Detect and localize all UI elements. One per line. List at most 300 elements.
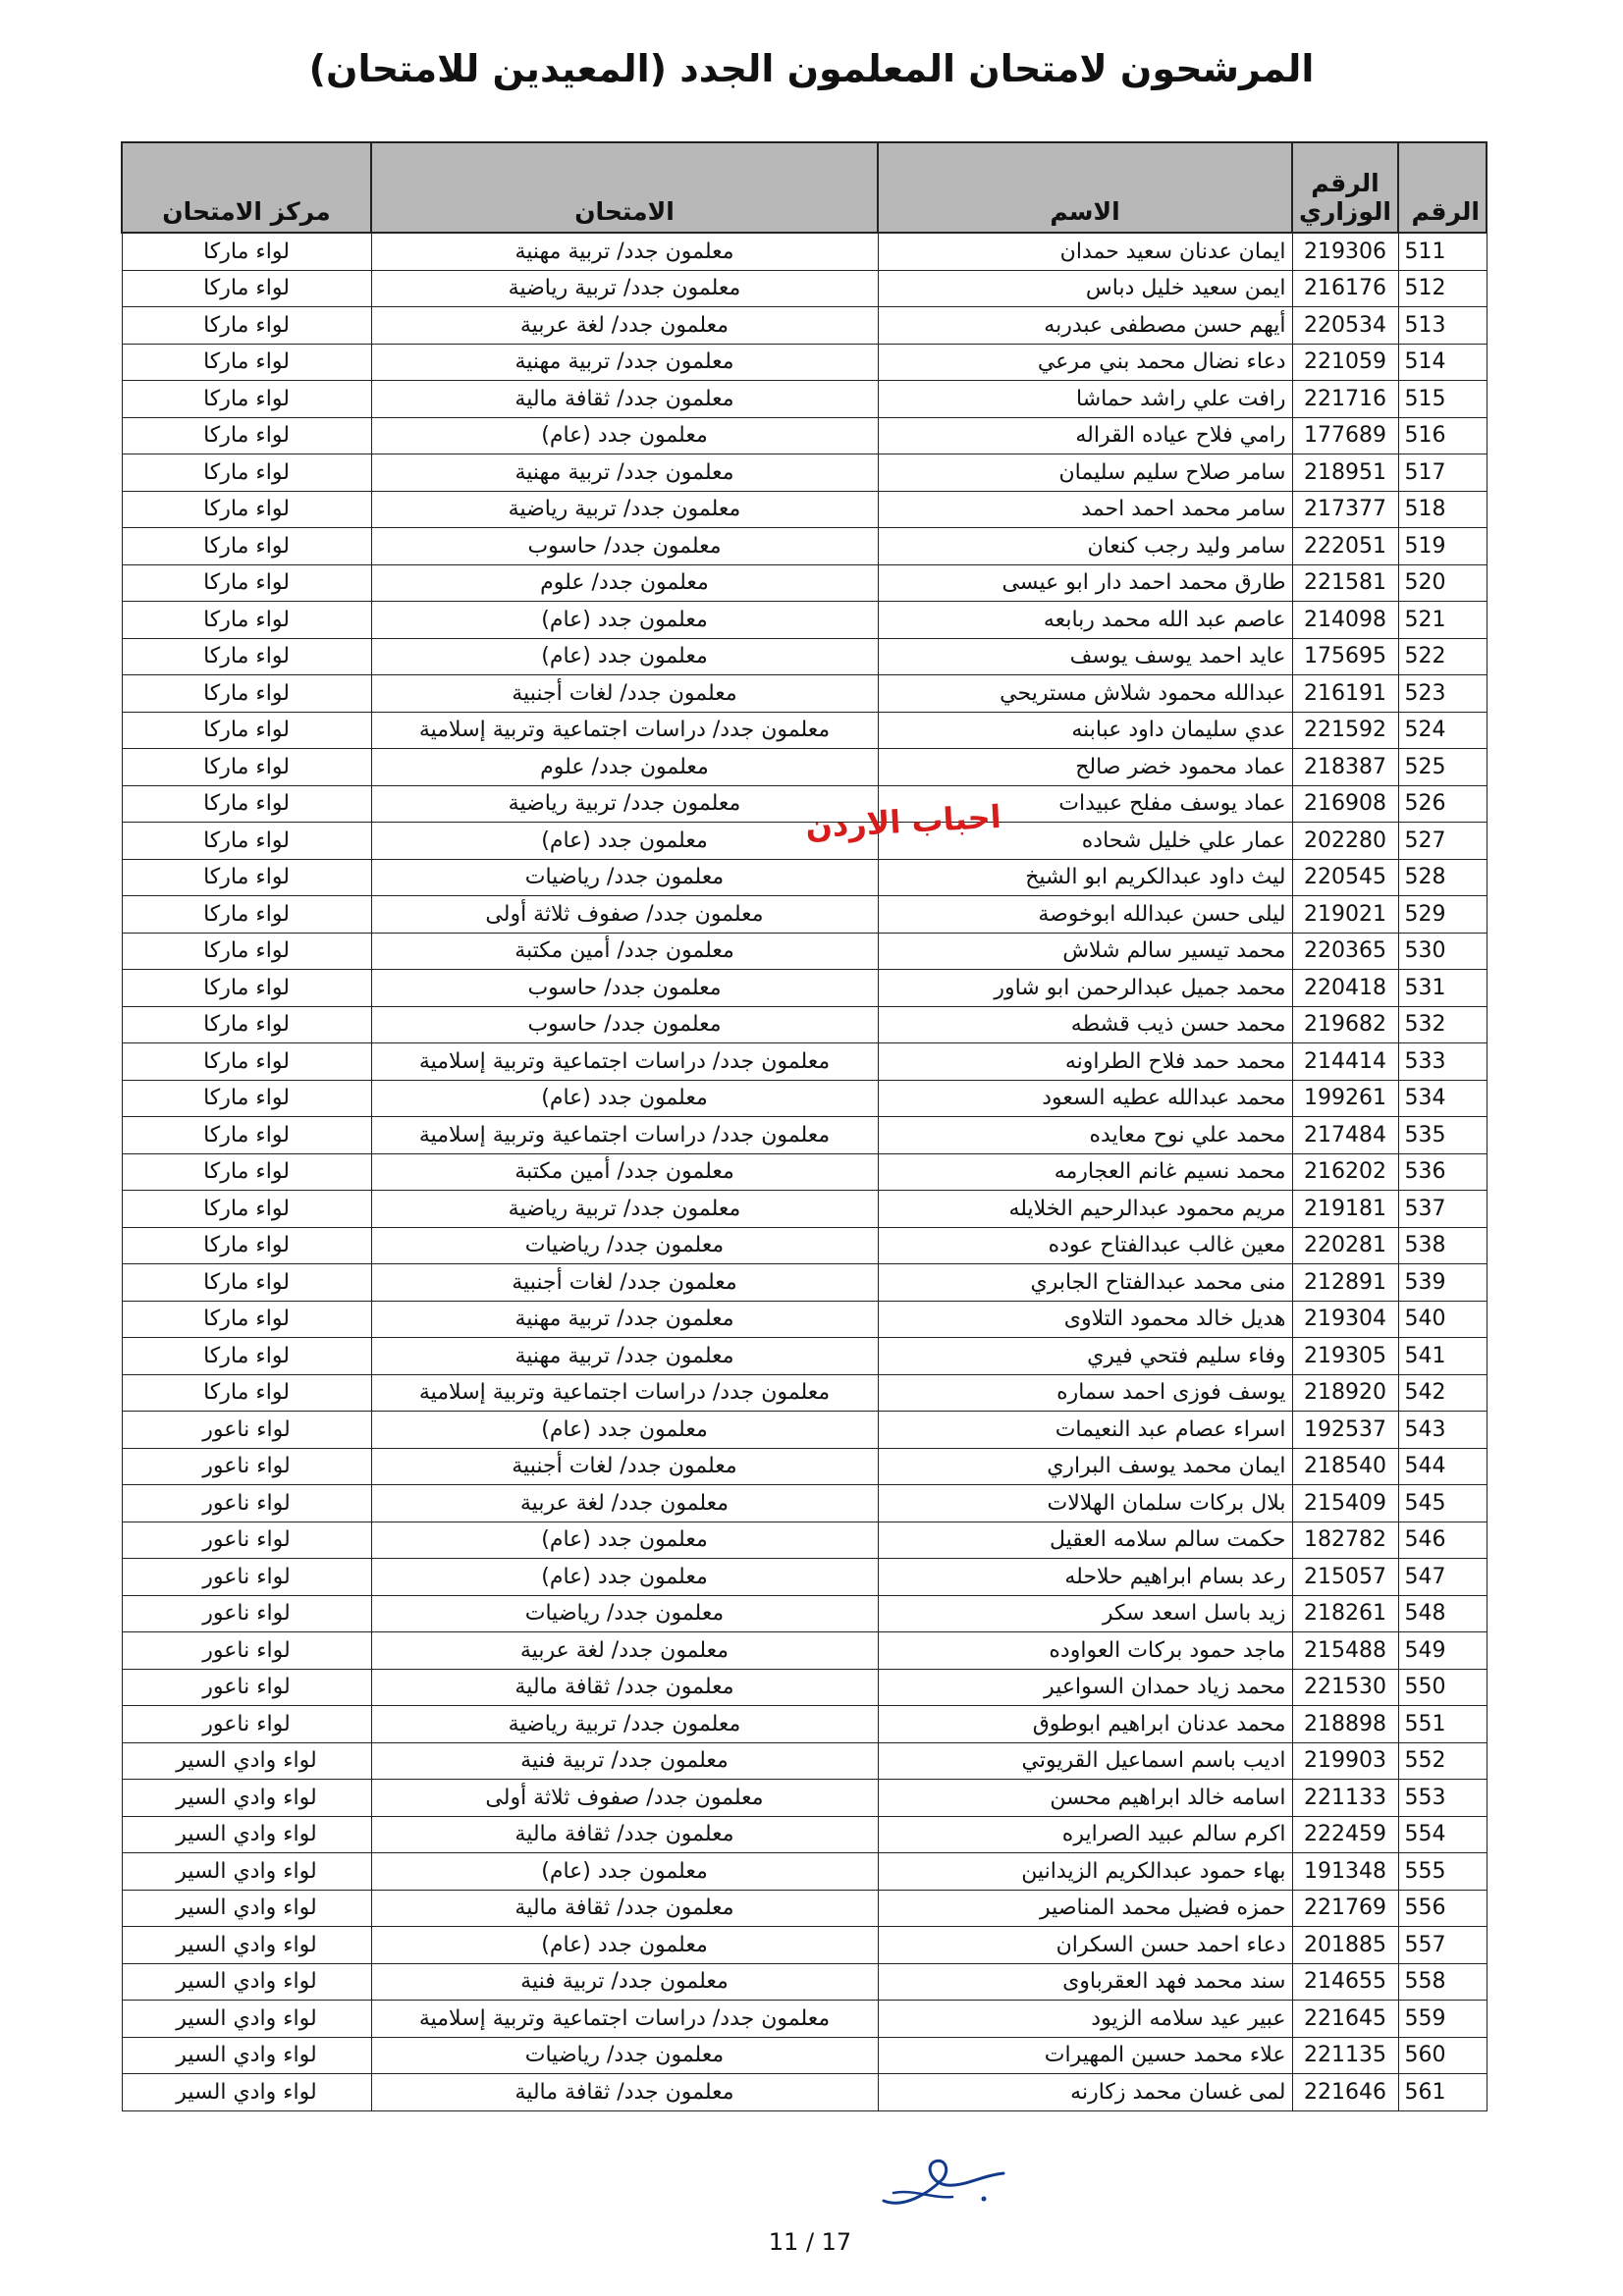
row-number: 548 [1398,1595,1487,1632]
exam-name: معلمون جدد/ تربية مهنية [371,344,878,381]
candidate-name: عماد محمود خضر صالح [878,749,1292,786]
candidate-name: محمد زياد حمدان السواعير [878,1669,1292,1706]
exam-center: لواء ماركا [122,1374,371,1412]
table-row [122,1853,1487,1891]
ministry-number: 202280 [1292,823,1398,860]
candidate-name: محمد حسن ذيب قشطه [878,1006,1292,1043]
row-number: 547 [1398,1559,1487,1596]
ministry-number: 222459 [1292,1816,1398,1853]
ministry-number: 177689 [1292,417,1398,454]
exam-center: لواء ناعور [122,1559,371,1596]
table-row [122,1963,1487,2001]
exam-center: لواء وادي السير [122,2074,371,2111]
row-number: 518 [1398,491,1487,528]
candidate-name: محمد عبدالله عطيه السعود [878,1080,1292,1117]
exam-center: لواء ماركا [122,491,371,528]
exam-name: معلمون جدد/ رياضيات [371,1595,878,1632]
exam-name: معلمون جدد/ حاسوب [371,970,878,1007]
exam-center: لواء ناعور [122,1706,371,1743]
table-row [122,2001,1487,2038]
exam-name: معلمون جدد (عام) [371,1080,878,1117]
candidate-name: دعاء احمد حسن السكران [878,1927,1292,1964]
ministry-number: 192537 [1292,1412,1398,1449]
row-number: 555 [1398,1853,1487,1891]
candidate-name: بلال بركات سلمان الهلالات [878,1485,1292,1522]
row-number: 522 [1398,638,1487,675]
exam-center: لواء ماركا [122,602,371,639]
table-row [122,1742,1487,1780]
ministry-number: 221646 [1292,2074,1398,2111]
ministry-number: 221581 [1292,564,1398,602]
exam-name: معلمون جدد (عام) [371,1853,878,1891]
row-number: 524 [1398,712,1487,749]
exam-center: لواء وادي السير [122,1927,371,1964]
candidate-name: ايمن سعيد خليل دباس [878,270,1292,307]
exam-center: لواء ماركا [122,1080,371,1117]
ministry-number: 220281 [1292,1227,1398,1264]
candidate-name: سامر صلاح سليم سليمان [878,454,1292,492]
ministry-number: 219181 [1292,1191,1398,1228]
exam-name: معلمون جدد/ لغة عربية [371,307,878,345]
row-number: 535 [1398,1117,1487,1154]
candidate-name: عبدالله محمود شلاش مستريحي [878,675,1292,713]
row-number: 545 [1398,1485,1487,1522]
row-number: 553 [1398,1780,1487,1817]
ministry-number: 222051 [1292,528,1398,565]
exam-center: لواء وادي السير [122,1890,371,1927]
ministry-number: 218898 [1292,1706,1398,1743]
exam-center: لواء ماركا [122,1338,371,1375]
row-number: 513 [1398,307,1487,345]
exam-name: معلمون جدد (عام) [371,1927,878,1964]
row-number: 514 [1398,344,1487,381]
exam-name: معلمون جدد/ دراسات اجتماعية وتربية إسلامية [371,1043,878,1081]
exam-center: لواء ماركا [122,1191,371,1228]
header-name: الاسم [878,142,1292,233]
table-row [122,1227,1487,1264]
table-body [122,233,1487,2110]
ministry-number: 201885 [1292,1927,1398,1964]
candidate-name: محمد جميل عبدالرحمن ابو شاور [878,970,1292,1007]
candidate-name: محمد نسيم غانم العجارمه [878,1153,1292,1191]
ministry-number: 212891 [1292,1264,1398,1302]
exam-name: معلمون جدد/ دراسات اجتماعية وتربية إسلامية [371,1117,878,1154]
table-row [122,1374,1487,1412]
table-row [122,1191,1487,1228]
candidates-table [121,141,1488,2111]
row-number: 546 [1398,1522,1487,1559]
candidate-name: اسامه خالد ابراهيم محسن [878,1780,1292,1817]
exam-center: لواء ماركا [122,564,371,602]
table-row [122,417,1487,454]
ministry-number: 218261 [1292,1595,1398,1632]
table-row [122,344,1487,381]
candidate-name: لمى غسان محمد زكارنه [878,2074,1292,2111]
exam-center: لواء ماركا [122,1301,371,1338]
table-row [122,1080,1487,1117]
exam-center: لواء وادي السير [122,1742,371,1780]
exam-center: لواء ناعور [122,1522,371,1559]
table-row [122,564,1487,602]
exam-center: لواء ماركا [122,454,371,492]
exam-name: معلمون جدد/ تربية مهنية [371,454,878,492]
exam-name: معلمون جدد/ دراسات اجتماعية وتربية إسلامية [371,1374,878,1412]
exam-name: معلمون جدد/ دراسات اجتماعية وتربية إسلامية [371,712,878,749]
table-row [122,1301,1487,1338]
page-title: المرشحون لامتحان المعلمون الجدد (المعيدين للامتحان) [308,47,1315,90]
candidate-name: منى محمد عبدالفتاح الجابري [878,1264,1292,1302]
exam-center: لواء ماركا [122,859,371,896]
exam-center: لواء ماركا [122,528,371,565]
ministry-number: 217377 [1292,491,1398,528]
ministry-number: 215488 [1292,1632,1398,1670]
table-row [122,1006,1487,1043]
row-number: 530 [1398,933,1487,970]
candidate-name: وفاء سليم فتحي فيري [878,1338,1292,1375]
table-row [122,1117,1487,1154]
exam-name: معلمون جدد/ تربية مهنية [371,1301,878,1338]
candidate-name: رامي فلاح عياده القراله [878,417,1292,454]
exam-center: لواء ناعور [122,1448,371,1485]
exam-center: لواء ماركا [122,1264,371,1302]
exam-center: لواء ماركا [122,712,371,749]
ministry-number: 221133 [1292,1780,1398,1817]
exam-name: معلمون جدد/ لغة عربية [371,1632,878,1670]
ministry-number: 221530 [1292,1669,1398,1706]
exam-name: معلمون جدد/ علوم [371,564,878,602]
candidate-name: زيد باسل اسعد سكر [878,1595,1292,1632]
row-number: 559 [1398,2001,1487,2038]
row-number: 550 [1398,1669,1487,1706]
exam-center: لواء ماركا [122,1117,371,1154]
row-number: 536 [1398,1153,1487,1191]
exam-center: لواء ناعور [122,1485,371,1522]
candidate-name: اسراء عصام عبد النعيمات [878,1412,1292,1449]
ministry-number: 219306 [1292,233,1398,270]
table-row [122,1816,1487,1853]
candidate-name: أيهم حسن مصطفى عبدربه [878,307,1292,345]
exam-center: لواء ماركا [122,785,371,823]
exam-center: لواء ماركا [122,1006,371,1043]
ministry-number: 221769 [1292,1890,1398,1927]
ministry-number: 216202 [1292,1153,1398,1191]
ministry-number: 216908 [1292,785,1398,823]
candidate-name: اديب باسم اسماعيل القريوتي [878,1742,1292,1780]
table-row [122,1706,1487,1743]
table-row [122,233,1487,270]
table-row [122,1890,1487,1927]
row-number: 534 [1398,1080,1487,1117]
ministry-number: 217484 [1292,1117,1398,1154]
exam-name: معلمون جدد/ ثقافة مالية [371,1816,878,1853]
table-row [122,970,1487,1007]
exam-center: لواء ناعور [122,1595,371,1632]
candidate-name: هديل خالد محمود التلاوى [878,1301,1292,1338]
table-row [122,270,1487,307]
row-number: 543 [1398,1412,1487,1449]
exam-name: معلمون جدد/ ثقافة مالية [371,1890,878,1927]
candidate-name: عدي سليمان داود عبابنه [878,712,1292,749]
exam-name: معلمون جدد (عام) [371,823,878,860]
exam-name: معلمون جدد/ صفوف ثلاثة أولى [371,896,878,934]
row-number: 558 [1398,1963,1487,2001]
table-row [122,1522,1487,1559]
row-number: 515 [1398,381,1487,418]
row-number: 544 [1398,1448,1487,1485]
header-exam-center: مركز الامتحان [122,142,371,233]
candidate-name: عمار علي خليل شحاده [878,823,1292,860]
ministry-number: 218920 [1292,1374,1398,1412]
row-number: 527 [1398,823,1487,860]
row-number: 552 [1398,1742,1487,1780]
candidate-name: علاء محمد حسين المهيرات [878,2037,1292,2074]
table-row [122,1595,1487,1632]
table-row [122,381,1487,418]
candidate-name: ليلى حسن عبدالله ابوخوصة [878,896,1292,934]
candidate-name: حمزه فضيل محمد المناصير [878,1890,1292,1927]
exam-center: لواء ماركا [122,896,371,934]
ministry-number: 220534 [1292,307,1398,345]
table-header-row [122,142,1487,233]
candidate-name: رعد بسام ابراهيم حلاحله [878,1559,1292,1596]
ministry-number: 219903 [1292,1742,1398,1780]
candidate-name: عماد يوسف مفلح عبيدات [878,785,1292,823]
ministry-number: 221135 [1292,2037,1398,2074]
exam-name: معلمون جدد/ حاسوب [371,1006,878,1043]
table-row [122,454,1487,492]
exam-center: لواء ماركا [122,1227,371,1264]
exam-center: لواء ناعور [122,1669,371,1706]
row-number: 532 [1398,1006,1487,1043]
candidate-name: محمد عدنان ابراهيم ابوطوق [878,1706,1292,1743]
exam-name: معلمون جدد (عام) [371,602,878,639]
table-row [122,1559,1487,1596]
row-number: 517 [1398,454,1487,492]
exam-name: معلمون جدد/ رياضيات [371,859,878,896]
table-row [122,933,1487,970]
ministry-number: 218387 [1292,749,1398,786]
candidate-name: دعاء نضال محمد بني مرعي [878,344,1292,381]
exam-name: معلمون جدد (عام) [371,1522,878,1559]
table-row [122,1338,1487,1375]
ministry-number: 215057 [1292,1559,1398,1596]
row-number: 533 [1398,1043,1487,1081]
exam-name: معلمون جدد (عام) [371,638,878,675]
exam-center: لواء وادي السير [122,1963,371,2001]
exam-name: معلمون جدد/ تربية رياضية [371,785,878,823]
exam-center: لواء ماركا [122,270,371,307]
row-number: 551 [1398,1706,1487,1743]
table-row [122,638,1487,675]
row-number: 523 [1398,675,1487,713]
ministry-number: 182782 [1292,1522,1398,1559]
ministry-number: 175695 [1292,638,1398,675]
row-number: 561 [1398,2074,1487,2111]
table-row [122,859,1487,896]
candidate-name: طارق محمد احمد دار ابو عيسى [878,564,1292,602]
row-number: 516 [1398,417,1487,454]
ministry-number: 219305 [1292,1338,1398,1375]
candidate-name: يوسف فوزى احمد سماره [878,1374,1292,1412]
table-row [122,1927,1487,1964]
exam-center: لواء ماركا [122,417,371,454]
row-number: 520 [1398,564,1487,602]
page-number: 11 / 17 [768,2228,852,2256]
candidate-name: مريم محمود عبدالرحيم الخلايله [878,1191,1292,1228]
exam-center: لواء ماركا [122,970,371,1007]
exam-center: لواء ماركا [122,1043,371,1081]
ministry-number: 216176 [1292,270,1398,307]
candidate-name: ليث داود عبدالكريم ابو الشيخ [878,859,1292,896]
ministry-number: 220418 [1292,970,1398,1007]
ministry-number: 219021 [1292,896,1398,934]
ministry-number: 218951 [1292,454,1398,492]
exam-center: لواء وادي السير [122,1780,371,1817]
ministry-number: 221059 [1292,344,1398,381]
table-row [122,2074,1487,2111]
row-number: 549 [1398,1632,1487,1670]
exam-center: لواء ماركا [122,381,371,418]
table-row [122,528,1487,565]
exam-name: معلمون جدد/ أمين مكتبة [371,933,878,970]
candidate-name: عايد احمد يوسف يوسف [878,638,1292,675]
table-row [122,1669,1487,1706]
exam-name: معلمون جدد/ ثقافة مالية [371,381,878,418]
row-number: 542 [1398,1374,1487,1412]
exam-center: لواء ماركا [122,675,371,713]
exam-name: معلمون جدد (عام) [371,417,878,454]
row-number: 557 [1398,1927,1487,1964]
candidate-name: اكرم سالم عبيد الصرايره [878,1816,1292,1853]
exam-center: لواء وادي السير [122,2037,371,2074]
ministry-number: 214414 [1292,1043,1398,1081]
table-row [122,896,1487,934]
exam-center: لواء ماركا [122,933,371,970]
row-number: 526 [1398,785,1487,823]
exam-center: لواء ناعور [122,1412,371,1449]
exam-name: معلمون جدد/ رياضيات [371,1227,878,1264]
exam-name: معلمون جدد/ ثقافة مالية [371,2074,878,2111]
exam-name: معلمون جدد/ ثقافة مالية [371,1669,878,1706]
candidate-name: رافت علي راشد حماشا [878,381,1292,418]
table-row [122,491,1487,528]
row-number: 528 [1398,859,1487,896]
candidate-name: حكمت سالم سلامه العقيل [878,1522,1292,1559]
ministry-number: 220545 [1292,859,1398,896]
exam-center: لواء ماركا [122,638,371,675]
exam-name: معلمون جدد/ تربية فنية [371,1963,878,2001]
candidate-name: عاصم عبد الله محمد ربابعه [878,602,1292,639]
row-number: 538 [1398,1227,1487,1264]
candidate-name: ماجد حمود بركات العواوده [878,1632,1292,1670]
exam-name: معلمون جدد/ تربية رياضية [371,491,878,528]
candidate-name: ايمان محمد يوسف البراري [878,1448,1292,1485]
table-row [122,1264,1487,1302]
exam-center: لواء وادي السير [122,1816,371,1853]
candidate-name: معين غالب عبدالفتاح عوده [878,1227,1292,1264]
candidate-name: محمد حمد فلاح الطراونه [878,1043,1292,1081]
ministry-number: 218540 [1292,1448,1398,1485]
exam-center: لواء ماركا [122,344,371,381]
ministry-number: 221592 [1292,712,1398,749]
candidate-name: ايمان عدنان سعيد حمدان [878,233,1292,270]
table-row [122,307,1487,345]
exam-name: معلمون جدد/ تربية مهنية [371,1338,878,1375]
candidate-name: سامر وليد رجب كنعان [878,528,1292,565]
row-number: 525 [1398,749,1487,786]
table-row [122,749,1487,786]
ministry-number: 214655 [1292,1963,1398,2001]
row-number: 519 [1398,528,1487,565]
ministry-number: 214098 [1292,602,1398,639]
exam-name: معلمون جدد/ دراسات اجتماعية وتربية إسلامية [371,2001,878,2038]
exam-name: معلمون جدد/ تربية فنية [371,1742,878,1780]
exam-name: معلمون جدد/ تربية رياضية [371,1706,878,1743]
ministry-number: 199261 [1292,1080,1398,1117]
exam-name: معلمون جدد/ لغات أجنبية [371,1448,878,1485]
exam-name: معلمون جدد/ لغات أجنبية [371,675,878,713]
row-number: 511 [1398,233,1487,270]
exam-name: معلمون جدد/ حاسوب [371,528,878,565]
candidate-name: محمد علي نوح معايده [878,1117,1292,1154]
exam-name: معلمون جدد/ لغات أجنبية [371,1264,878,1302]
table-row [122,1153,1487,1191]
exam-name: معلمون جدد (عام) [371,1559,878,1596]
exam-name: معلمون جدد (عام) [371,1412,878,1449]
header-exam: الامتحان [371,142,878,233]
exam-center: لواء ماركا [122,233,371,270]
row-number: 554 [1398,1816,1487,1853]
ministry-number: 191348 [1292,1853,1398,1891]
row-number: 560 [1398,2037,1487,2074]
row-number: 529 [1398,896,1487,934]
exam-center: لواء ماركا [122,1153,371,1191]
exam-center: لواء ماركا [122,823,371,860]
ministry-number: 220365 [1292,933,1398,970]
exam-center: لواء ماركا [122,749,371,786]
ministry-number: 215409 [1292,1485,1398,1522]
table-row [122,1448,1487,1485]
candidate-name: سند محمد فهد العقرباوى [878,1963,1292,2001]
table-row [122,1632,1487,1670]
row-number: 540 [1398,1301,1487,1338]
table-row [122,712,1487,749]
exam-name: معلمون جدد/ علوم [371,749,878,786]
ministry-number: 219304 [1292,1301,1398,1338]
exam-center: لواء وادي السير [122,2001,371,2038]
row-number: 512 [1398,270,1487,307]
exam-name: معلمون جدد/ تربية رياضية [371,270,878,307]
exam-name: معلمون جدد/ صفوف ثلاثة أولى [371,1780,878,1817]
table-row [122,675,1487,713]
table-row [122,1412,1487,1449]
exam-name: معلمون جدد/ تربية مهنية [371,233,878,270]
exam-name: معلمون جدد/ أمين مكتبة [371,1153,878,1191]
candidate-name: سامر محمد احمد احمد [878,491,1292,528]
exam-name: معلمون جدد/ لغة عربية [371,1485,878,1522]
header-ministry-number: الرقم الوزاري [1292,142,1398,233]
ministry-number: 216191 [1292,675,1398,713]
candidate-name: محمد تيسير سالم شلاش [878,933,1292,970]
exam-center: لواء وادي السير [122,1853,371,1891]
signature-image [874,2140,1011,2218]
ministry-number: 221716 [1292,381,1398,418]
table-row [122,2037,1487,2074]
table-row [122,602,1487,639]
candidate-name: بهاء حمود عبدالكريم الزيدانين [878,1853,1292,1891]
candidate-name: عبير عيد سلامه الزيود [878,2001,1292,2038]
row-number: 521 [1398,602,1487,639]
